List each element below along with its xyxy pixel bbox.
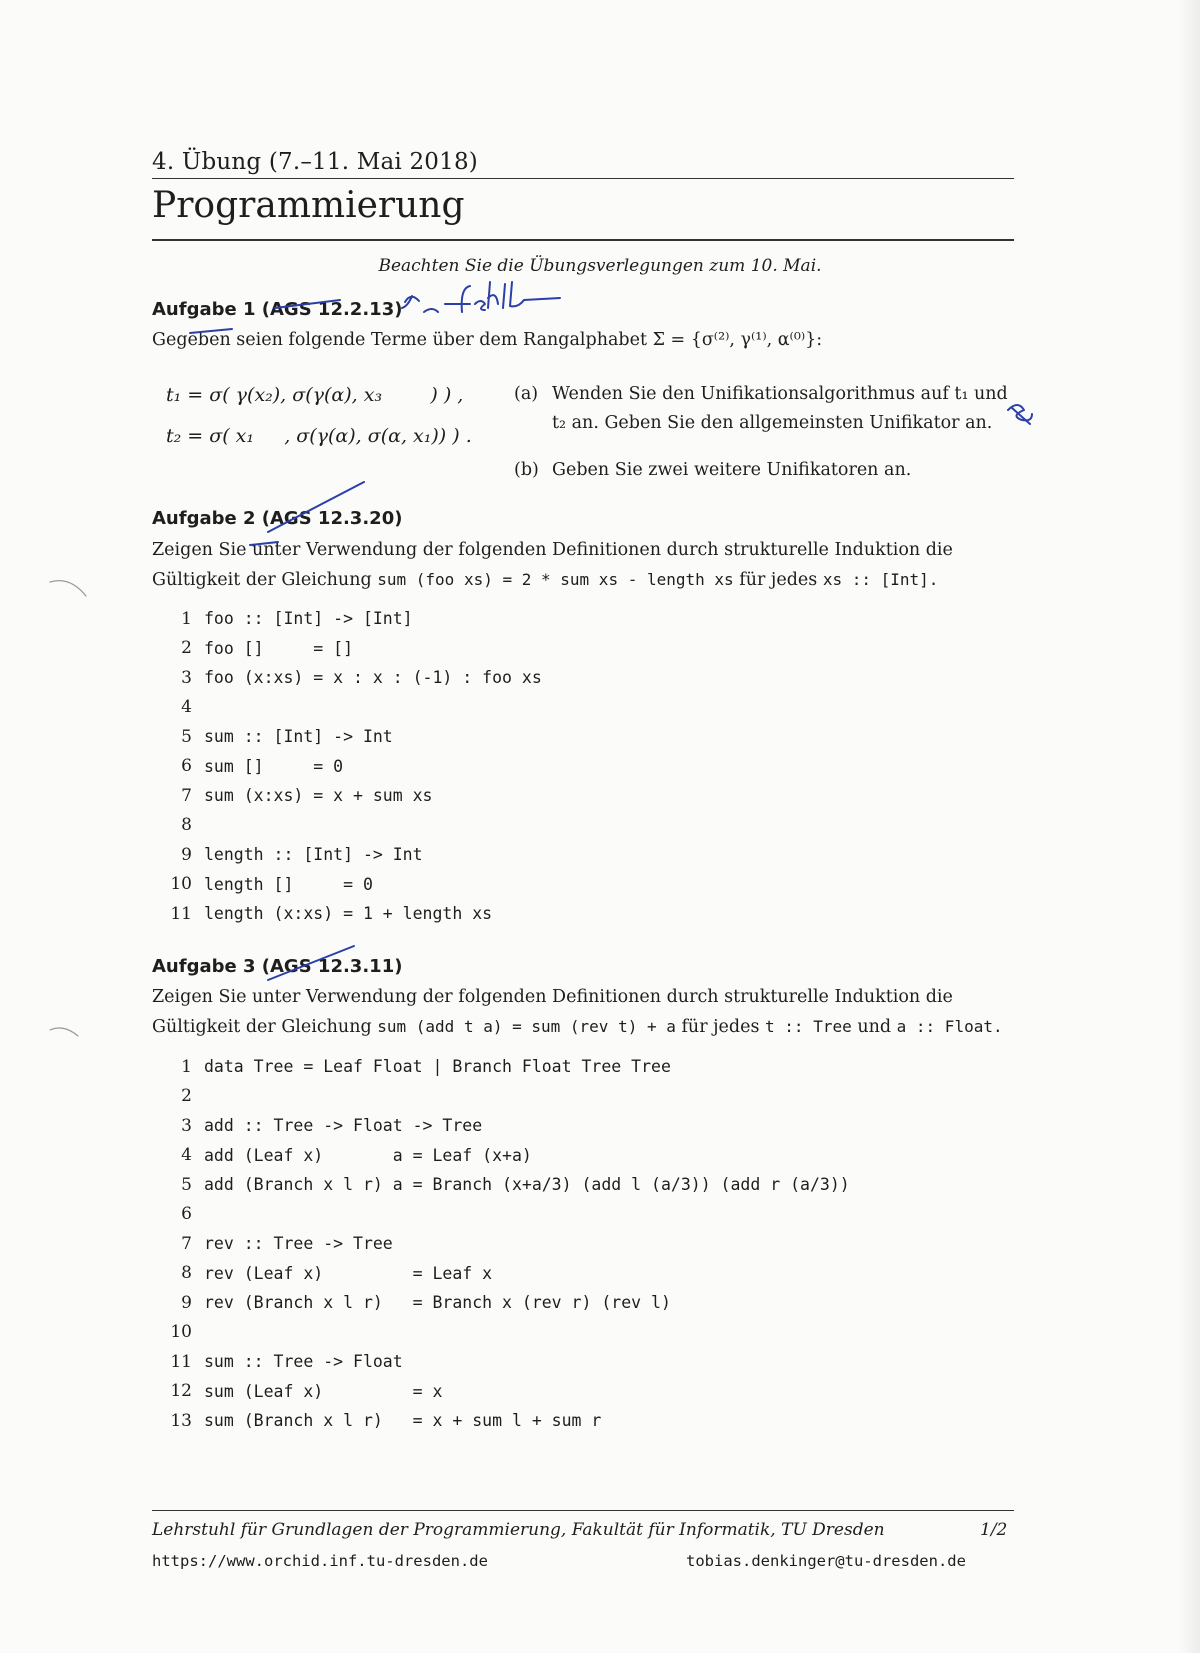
task3-type-2: a :: Float. (896, 1017, 1003, 1036)
line-number: 9 (181, 1292, 192, 1313)
line-number: 4 (181, 697, 192, 718)
code-text: foo [] = [] (204, 638, 354, 658)
line-number: 1 (181, 1056, 192, 1077)
note-2 (424, 309, 438, 312)
line-number: 11 (170, 903, 192, 924)
strike-unter (250, 542, 278, 545)
line-number: 13 (170, 1410, 192, 1431)
code-text: sum :: [Int] -> Int (204, 727, 393, 747)
note-fehlt (445, 282, 560, 312)
code-text: sum (Branch x l r) = x + sum l + sum r (204, 1411, 602, 1431)
line-number: 9 (181, 844, 192, 865)
line-number: 5 (181, 1174, 192, 1195)
scan-edge-shadow (1178, 0, 1200, 1653)
footer-chair: Lehrstuhl für Grundlagen der Programmierung, Fakultät für Informatik, TU Dresden (152, 1520, 885, 1540)
line-number: 6 (181, 1204, 192, 1225)
course-title: Programmierung (152, 185, 465, 226)
code-text: add (Branch x l r) a = Branch (x+a/3) (add l (a/3)) (add r (a/3)) (204, 1175, 850, 1195)
strike-ags-task3 (268, 946, 354, 980)
task2-intro-text: Zeigen Sie unter Verwendung der folgenden Definitionen durch strukturelle Induktion die Gültigkeit der Gleichung (152, 540, 953, 590)
code-text: rev (Leaf x) = Leaf x (204, 1263, 493, 1283)
line-number: 4 (181, 1145, 192, 1166)
code-text: foo :: [Int] -> [Int] (204, 609, 413, 629)
task2-heading: Aufgabe 2 (AGS 12.3.20) (152, 508, 403, 529)
term-t1: t₁ = σ( γ(x₂), σ(γ(α), x₃ ) ) , (166, 384, 464, 406)
term-t2: t₂ = σ( x₁ , σ(γ(α), σ(α, x₁)) ) . (166, 425, 472, 447)
code-text: rev (Branch x l r) = Branch x (rev r) (rev l) (204, 1293, 671, 1313)
line-number: 8 (181, 1263, 192, 1284)
code-text: length [] = 0 (204, 874, 373, 894)
strike-ags-task2 (268, 482, 364, 532)
check-mark-a (1008, 405, 1032, 424)
code-text: sum (Leaf x) = x (204, 1381, 443, 1401)
code-text: sum (x:xs) = x + sum xs (204, 786, 433, 806)
code-text: length :: [Int] -> Int (204, 845, 423, 865)
line-number: 8 (181, 815, 192, 836)
task3-intro-text: Zeigen Sie unter Verwendung der folgenden Definitionen durch strukturelle Induktion die Gültigkeit der Gleichung (152, 987, 953, 1037)
task3-equation: sum (add t a) = sum (rev t) + a (377, 1017, 676, 1036)
line-number: 7 (181, 785, 192, 806)
line-number: 10 (170, 1322, 192, 1343)
item-b-label: (b) (514, 460, 539, 480)
line-number: 3 (181, 1115, 192, 1136)
line-number: 10 (170, 874, 192, 895)
item-a-text: Wenden Sie den Unifikationsalgorithmus auf t₁ und t₂ an. Geben Sie den allgemeinsten Unifikator an. (552, 384, 1008, 433)
task3-and: und (857, 1017, 892, 1037)
margin-mark-2 (50, 1028, 78, 1036)
line-number: 11 (170, 1351, 192, 1372)
ink-strokes (50, 282, 1032, 1036)
line-number: 12 (170, 1381, 192, 1402)
note-x (402, 296, 419, 308)
line-number: 7 (181, 1233, 192, 1254)
code-text: length (x:xs) = 1 + length xs (204, 904, 493, 924)
strike-ags-task1 (275, 300, 340, 308)
task2-type: xs :: [Int]. (822, 570, 939, 589)
strike-seien (190, 329, 232, 333)
code-text: rev :: Tree -> Tree (204, 1234, 393, 1254)
notice-text: Beachten Sie die Übungsverlegungen zum 10. Mai. (378, 256, 822, 276)
line-number: 2 (181, 638, 192, 659)
code-text: sum :: Tree -> Float (204, 1352, 403, 1372)
task1-heading: Aufgabe 1 (AGS 12.2.13) (152, 299, 403, 320)
item-a-label: (a) (514, 384, 539, 404)
exercise-date-heading: 4. Übung (7.–11. Mai 2018) (152, 149, 478, 175)
task3-for-each: für jedes (681, 1017, 760, 1037)
code-text: data Tree = Leaf Float | Branch Float Tree Tree (204, 1057, 671, 1077)
task2-equation: sum (foo xs) = 2 * sum xs - length xs (377, 570, 734, 589)
margin-mark-1 (50, 581, 86, 596)
task3-heading: Aufgabe 3 (AGS 12.3.11) (152, 956, 403, 977)
footer-url-link[interactable]: https://www.orchid.inf.tu-dresden.de (152, 1552, 488, 1570)
task3-type-1: t :: Tree (765, 1017, 852, 1036)
item-b-text: Geben Sie zwei weitere Unifikatoren an. (552, 460, 912, 480)
code-text: add (Leaf x) a = Leaf (x+a) (204, 1145, 532, 1165)
footer-page-number: 1/2 (980, 1520, 1008, 1540)
line-number: 1 (181, 608, 192, 629)
line-number: 3 (181, 667, 192, 688)
line-number: 5 (181, 726, 192, 747)
line-number: 6 (181, 756, 192, 777)
line-number: 2 (181, 1086, 192, 1107)
task2-for-each: für jedes (739, 570, 818, 590)
code-text: foo (x:xs) = x : x : (-1) : foo xs (204, 668, 542, 688)
code-text: sum [] = 0 (204, 756, 344, 776)
code-text: add :: Tree -> Float -> Tree (204, 1116, 483, 1136)
footer-email-link[interactable]: tobias.denkinger@tu-dresden.de (686, 1552, 966, 1570)
task1-intro: Gegeben seien folgende Terme über dem Rangalphabet Σ = {σ⁽²⁾, γ⁽¹⁾, α⁽⁰⁾}: (152, 330, 823, 350)
